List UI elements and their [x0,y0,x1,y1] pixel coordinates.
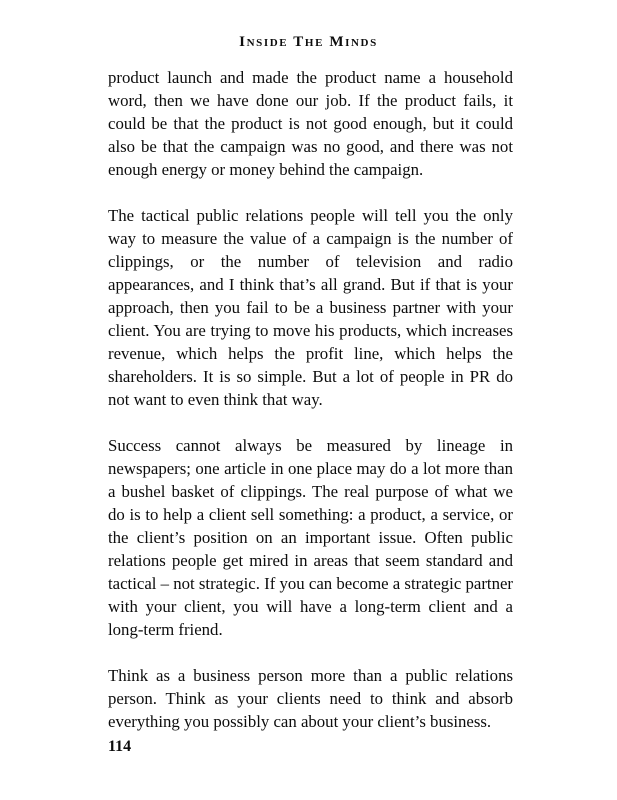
running-header-title: Inside The Minds [239,34,378,50]
paragraph-1: product launch and made the product name a household word, then we have done our job. If the product fails, it could be that the product is not good enough, but it could also be that the campaign was no good, and there was not enough energy or money behind the campaign. [108,68,513,179]
paragraph-2: The tactical public relations people will tell you the only way to measure the value of a campaign is the number of clippings, or the number of television and radio appearances, and I think that’s all grand. But if that is your approach, then you fail to be a business partner with your client. You are trying to move his products, which increases revenue, which helps the profit line, which helps the shareholders. It is so simple. But a lot of people in PR do not want to even think that way. [108,206,513,409]
page-body [108,66,513,756]
page-number: 114 [108,738,132,755]
paragraph-4: Think as a business person more than a public relations person. Think as your clients need to think and absorb everything you possibly can about your client’s business. [108,666,513,731]
paragraph-3: Success cannot always be measured by lineage in newspapers; one article in one place may do a lot more than a bushel basket of clippings. The real purpose of what we do is to help a client sell something: a product, a service, or the client’s position on an important issue. Often public relations people get mired in areas that seem standard and tactical – not strategic. If you can become a strategic partner with your client, you will have a long-term client and a long-term friend. [108,436,513,639]
